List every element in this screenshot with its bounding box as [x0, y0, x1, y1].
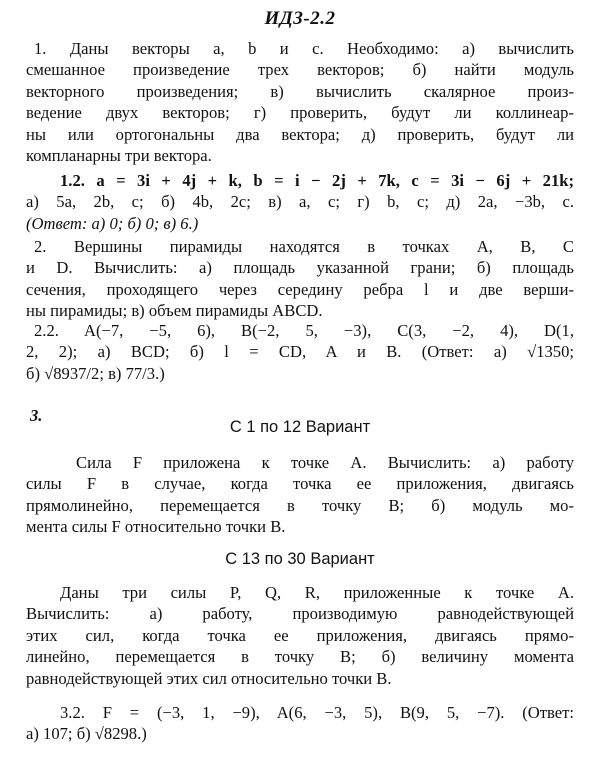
text-line: Вычислить: а) работу, производимую равнодействующей	[26, 604, 574, 624]
task-2-statement	[26, 236, 574, 322]
text-line: силы F в случае, когда точка ее приложения, двигаясь	[26, 474, 574, 494]
text-line: 2, 2); а) BCD; б) l = CD, A и B. (Ответ: а) √1350;	[26, 342, 574, 362]
formula-line: 3.2. F = (−3, 1, −9), A(6, −3, 5), B(9, 5, −7). (Ответ:	[60, 703, 574, 722]
text-line: линейно, перемещается в точку B; б) величину момента	[26, 647, 574, 667]
answer-line: б) √8937/2; в) 77/3.)	[26, 363, 165, 383]
text-line: 2. Вершины пирамиды находятся в точках A, B, C	[34, 237, 574, 256]
text-line: компланарны три вектора.	[26, 146, 212, 166]
text-line: равнодействующей этих сил относительно точки B.	[26, 668, 392, 688]
task-3-variant	[26, 702, 574, 745]
task-1-variant	[26, 170, 574, 234]
formula-line: 2.2. A(−7, −5, 6), B(−2, 5, −3), C(3, −2, 4), D(1,	[34, 321, 574, 340]
text-line: ны или ортогональны два вектора; д) проверить, будут ли	[26, 124, 574, 144]
text-line: 1. Даны векторы a, b и c. Необходимо: а) вычислить	[34, 39, 574, 58]
text-line: ны пирамиды; в) объем пирамиды ABCD.	[26, 301, 323, 321]
text-line: сечения, проходящего через середину ребра l и две верши-	[26, 279, 574, 299]
text-line: и D. Вычислить: а) площадь указанной грани; б) площадь	[26, 258, 574, 278]
task-2-variant	[26, 320, 574, 384]
task-1-statement	[26, 38, 574, 166]
text-line: Даны три силы P, Q, R, приложенные к точке A.	[60, 583, 574, 602]
text-line: ведение двух векторов; г) проверить, будут ли коллинеар-	[26, 103, 574, 123]
section-heading-variants-13-30: С 13 по 30 Вариант	[225, 550, 375, 568]
text-line: мента силы F относительно точки B.	[26, 517, 286, 537]
answer-line: а) 107; б) √8298.)	[26, 724, 147, 744]
task-3-statement-1	[26, 452, 574, 538]
text-line: векторного произведения; в) вычислить скалярное произ-	[26, 81, 574, 101]
task-3-number: 3.	[30, 406, 43, 425]
page-title: ИДЗ-2.2	[264, 8, 336, 29]
text-line: Сила F приложена к точке A. Вычислить: а) работу	[76, 453, 574, 472]
text-line: смешанное произведение трех векторов; б) найти модуль	[26, 60, 574, 80]
text-line: прямолинейно, перемещается в точку B; б) модуль мо-	[26, 495, 574, 515]
text-line: а) 5a, 2b, c; б) 4b, 2c; в) a, c; г) b, c; д) 2a, −3b, c.	[26, 192, 574, 212]
text-line: этих сил, когда точка ее приложения, двигаясь прямо-	[26, 625, 574, 645]
answer-line: (Ответ: а) 0; б) 0; в) 6.)	[26, 213, 199, 233]
section-heading-variants-1-12: С 1 по 12 Вариант	[229, 418, 371, 436]
formula-line: 1.2. a = 3i + 4j + k, b = i − 2j + 7k, c = 3i − 6j + 21k;	[60, 171, 574, 190]
task-3-statement-2	[26, 582, 574, 689]
